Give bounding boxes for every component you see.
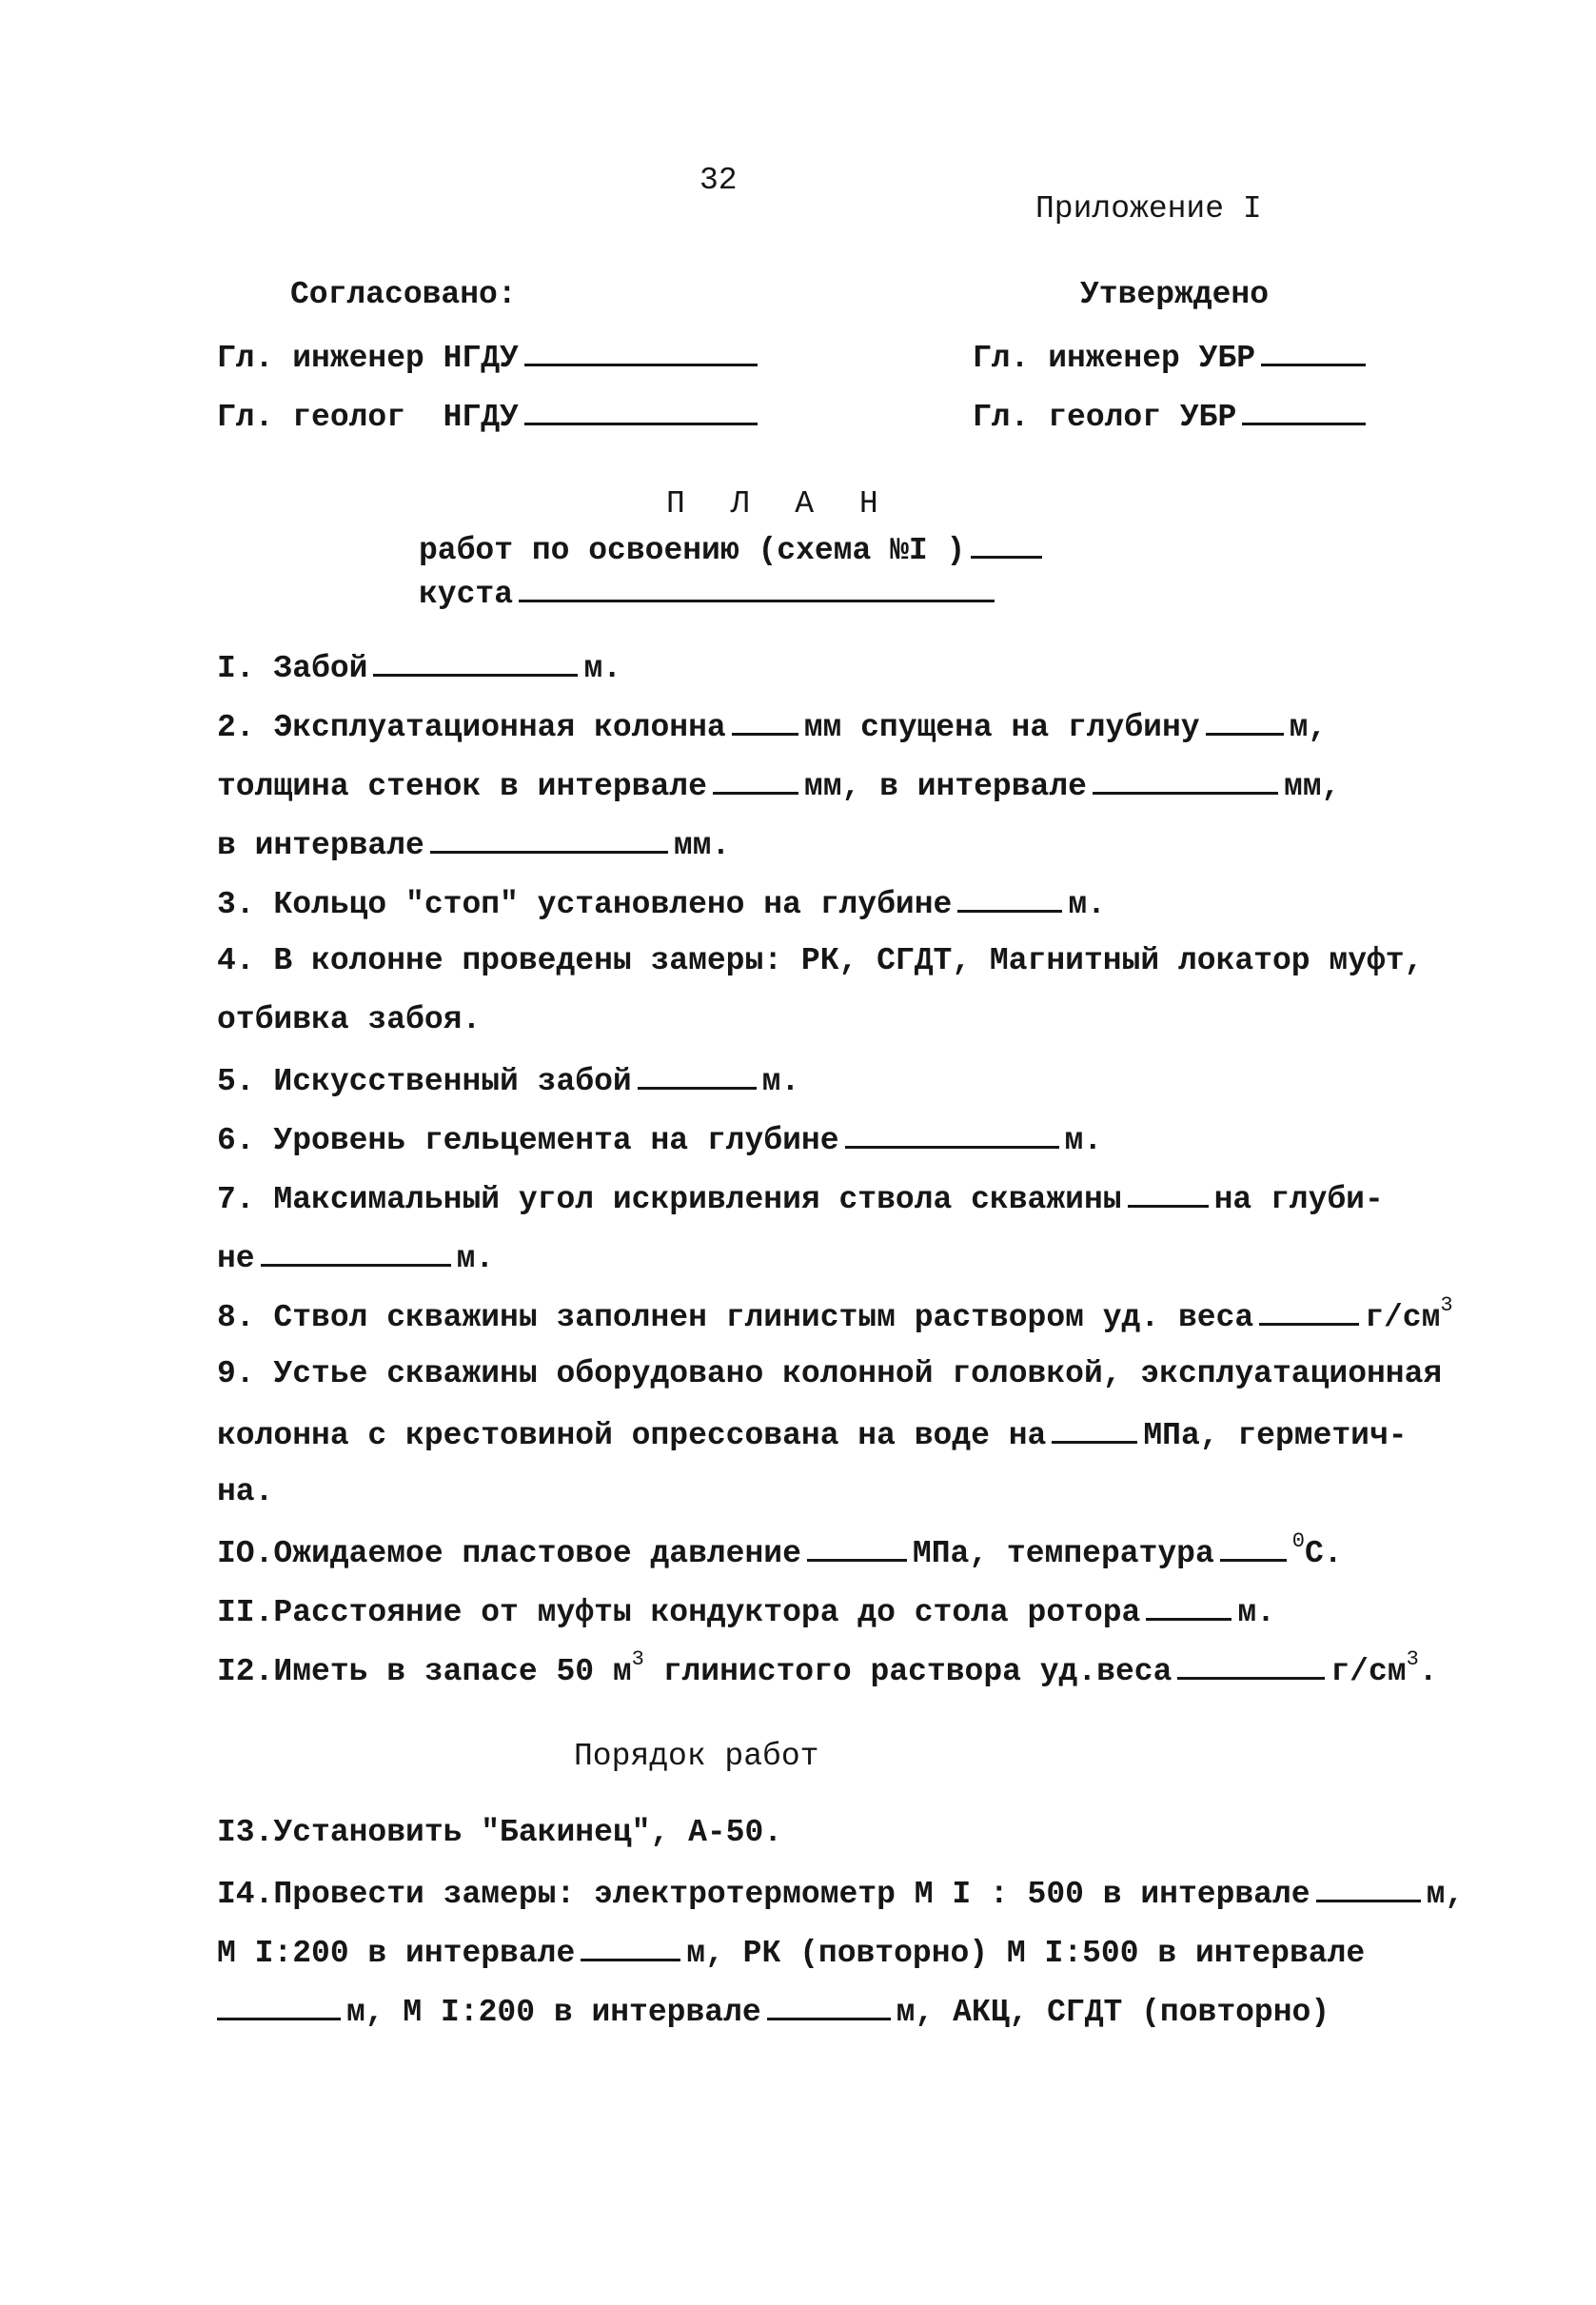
item-7-line-1 <box>217 1178 1384 1219</box>
signature-blank <box>1261 337 1366 366</box>
blank-field <box>1177 1650 1325 1680</box>
blank-field <box>957 883 1062 913</box>
agreed-title: Согласовано: <box>290 277 517 312</box>
item-text: . <box>1418 1654 1438 1689</box>
item-unit: м. <box>761 1064 800 1099</box>
blank-field <box>1316 1873 1421 1902</box>
agreed-geologist-label: Гл. геолог НГДУ <box>217 400 519 435</box>
item-text: мм, в интервале <box>803 769 1087 804</box>
item-text: м, АКЦ, СГДТ (повторно) <box>896 1995 1330 2030</box>
approved-engineer-line <box>973 337 1371 378</box>
item-2-line-2 <box>217 765 1340 806</box>
item-13: I3.Установить "Бакинец", А-50. <box>217 1815 783 1850</box>
item-text: I. Забой <box>217 651 368 686</box>
item-2-line-1 <box>217 706 1327 747</box>
item-text: 5. Искусственный забой <box>217 1064 632 1099</box>
approved-engineer-label: Гл. инженер УБР <box>973 341 1256 376</box>
item-5 <box>217 1060 799 1101</box>
blank-field <box>638 1060 757 1090</box>
blank-field <box>1206 706 1284 736</box>
signature-blank <box>1242 396 1366 425</box>
item-text: МПа, температура <box>912 1536 1214 1571</box>
item-9-line-2 <box>217 1414 1408 1455</box>
item-14-line-3 <box>217 1991 1330 2032</box>
plan-subtitle <box>419 529 1048 570</box>
item-9-line-3: на. <box>217 1474 274 1509</box>
item-3 <box>217 883 1106 924</box>
signature-blank <box>524 396 758 425</box>
item-text: глинистого раствора уд.веса <box>662 1654 1172 1689</box>
item-unit: мм. <box>673 828 731 863</box>
blank-field <box>767 1991 891 2020</box>
blank-field <box>845 1119 1059 1149</box>
item-2-line-3 <box>217 824 730 865</box>
item-7-line-2 <box>217 1237 494 1278</box>
item-text: 7. Максимальный угол искривления ствола скважины <box>217 1182 1122 1217</box>
item-unit: м, <box>1426 1877 1465 1912</box>
signature-blank <box>524 337 758 366</box>
blank-field <box>1220 1532 1287 1562</box>
item-11 <box>217 1591 1275 1632</box>
appendix-label: Приложение I <box>1035 191 1262 227</box>
item-text: МПа, герметич- <box>1143 1418 1408 1453</box>
blank-field <box>217 1991 341 2020</box>
approved-geologist-line <box>973 396 1371 437</box>
superscript: 3 <box>1406 1647 1419 1671</box>
agreed-engineer-line <box>217 337 763 378</box>
item-text: м, РК (повторно) М I:500 в интервале <box>686 1936 1366 1971</box>
item-text: в интервале <box>217 828 424 863</box>
item-unit: г/см <box>1330 1654 1407 1689</box>
item-text: IO.Ожидаемое пластовое давление <box>217 1536 801 1571</box>
agreed-geologist-line <box>217 396 763 437</box>
item-text: на глуби- <box>1213 1182 1384 1217</box>
item-unit: мм, <box>1283 769 1341 804</box>
item-9-line-1: 9. Устье скважины оборудовано колонной головкой, эксплуатационная <box>217 1356 1443 1391</box>
item-text: мм спущена на глубину <box>803 710 1200 745</box>
item-text: II.Расстояние от муфты кондуктора до стола ротора <box>217 1595 1141 1630</box>
blank-field <box>373 647 578 677</box>
item-text: колонна с крестовиной опрессована на воде на <box>217 1418 1047 1453</box>
item-text: I4.Провести замеры: электротермометр М I : 500 в интервале <box>217 1877 1310 1912</box>
item-10 <box>217 1529 1343 1573</box>
blank-field <box>1128 1178 1209 1208</box>
blank-field <box>1259 1296 1359 1326</box>
order-heading: Порядок работ <box>574 1739 819 1774</box>
superscript: 3 <box>1440 1293 1453 1317</box>
blank-field <box>581 1932 680 1961</box>
blank-field <box>971 529 1042 559</box>
blank-field <box>1052 1414 1137 1444</box>
plan-cluster-line <box>419 573 1000 614</box>
item-text: 2. Эксплуатационная колонна <box>217 710 726 745</box>
item-4-line-1: 4. В колонне проведены замеры: РК, СГДТ, Магнитный локатор муфт, <box>217 943 1424 978</box>
plan-title: П Л А Н <box>666 486 892 522</box>
item-text: I2.Иметь в запасе 50 м <box>217 1654 632 1689</box>
item-text: 6. Уровень гельцемента на глубине <box>217 1123 839 1158</box>
blank-field <box>430 824 668 854</box>
item-unit: м. <box>1068 887 1106 922</box>
plan-cluster-label: куста <box>419 577 514 612</box>
item-unit: г/см <box>1365 1300 1441 1335</box>
item-unit: м. <box>583 651 622 686</box>
agreed-engineer-label: Гл. инженер НГДУ <box>217 341 519 376</box>
item-14-line-2 <box>217 1932 1365 1973</box>
approved-title: Утверждено <box>1080 277 1270 312</box>
blank-field <box>713 765 798 795</box>
item-14-line-1 <box>217 1873 1464 1914</box>
item-8 <box>217 1293 1453 1337</box>
item-unit: м. <box>456 1241 495 1276</box>
item-12 <box>217 1647 1438 1691</box>
blank-field <box>1093 765 1278 795</box>
item-text: толщина стенок в интервале <box>217 769 707 804</box>
blank-field <box>1146 1591 1231 1621</box>
item-unit: м. <box>1237 1595 1275 1630</box>
item-text: м, М I:200 в интервале <box>346 1995 761 2030</box>
item-unit: С. <box>1304 1536 1343 1571</box>
item-unit: м, <box>1289 710 1328 745</box>
approved-geologist-label: Гл. геолог УБР <box>973 400 1237 435</box>
item-unit: м. <box>1064 1123 1103 1158</box>
superscript: 3 <box>631 1647 644 1671</box>
item-text: 3. Кольцо "стоп" установлено на глубине <box>217 887 953 922</box>
item-text: 8. Ствол скважины заполнен глинистым раствором уд. веса <box>217 1300 1254 1335</box>
plan-subtitle-text: работ по освоению (схема №I ) <box>419 533 966 568</box>
blank-field <box>519 573 995 602</box>
blank-field <box>732 706 798 736</box>
page-number: 32 <box>699 163 738 198</box>
superscript: 0 <box>1291 1529 1305 1553</box>
item-1 <box>217 647 621 688</box>
blank-field <box>807 1532 907 1562</box>
item-text: М I:200 в интервале <box>217 1936 576 1971</box>
item-6 <box>217 1119 1102 1160</box>
item-4-line-2: отбивка забоя. <box>217 1002 482 1037</box>
blank-field <box>261 1237 451 1267</box>
item-text: не <box>217 1241 255 1276</box>
